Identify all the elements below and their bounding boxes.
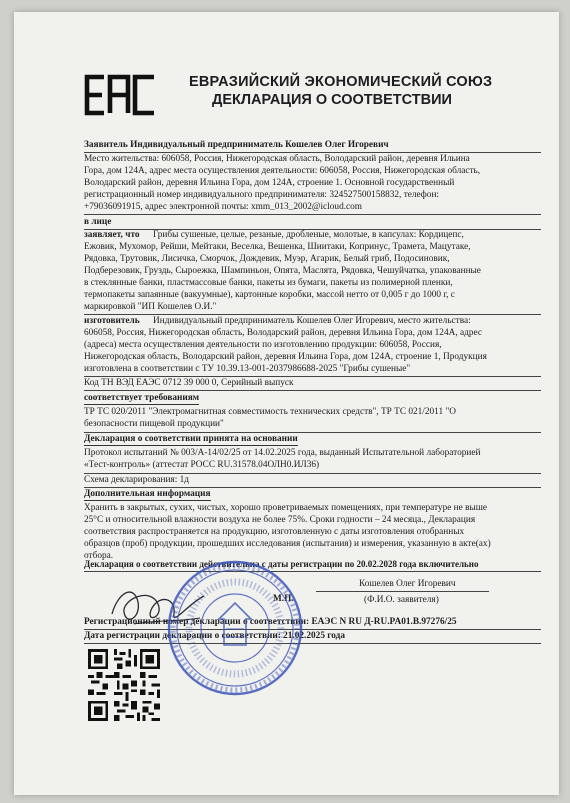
qr-code[interactable] [88,649,160,721]
additional-line-5: отбора. [84,551,114,561]
additional-line-2: 25°С и относительной влажности воздуха не более 75%. Сроки годности – 24 месяца., Декларация [84,515,476,525]
signatory-caption: (Ф.И.О. заявителя) [364,595,439,605]
manufacturer-line-5: изготовлена в соответствии с ТУ 10.39.13-001-2037986688-2025 "Грибы сушеные" [84,364,411,374]
applicant-address-3: Володарский район, деревня Ильина Гора, дом 124А, строение 1. Основной государственный [84,178,455,188]
additional-label: Дополнительная информация [84,489,211,499]
product-line-6: термопакеты запаянные (вакуумные), картонные коробки, массой нетто от 0,005 г до 1000 г, с [84,290,455,300]
basis-line-1: Протокол испытаний № 003/А-14/02/25 от 14.02.2025 года, выданный Испытательной лабораторией [84,448,481,458]
applicant-address-4: регистрационный номер индивидуального предпринимателя: 324527500158832, телефон: [84,190,440,200]
requirements-line-1: ТР ТС 020/2011 "Электромагнитная совместимость технических средств", ТР ТС 021/2011 "О [84,407,456,417]
manufacturer-label: изготовитель [84,316,140,326]
declaration-document [14,12,559,795]
product-line-2: Ежовик, Мухомор, Рейши, Мейтаки, Веселка, Вешенка, Шиитаки, Копринус, Траметa, Мацутаке, [84,242,471,252]
registration-date: Дата регистрации декларации о соответствии: 21.02.2025 года [84,631,346,641]
product-line-4: Подберезовик, Груздь, Сыроежка, Шампиньон, Опята, Маслята, Рядовка, Чешуйчатка, упакованные [84,266,481,276]
product-line-7: маркировкой "ИП Кошелев О.И." [84,302,217,312]
stamp-place-mark: М.П. [273,594,294,604]
applicant-address-5: +79036091915, адрес электронной почты: xmm_013_2002@icloud.com [84,202,363,212]
additional-line-4: образцов (проб) продукции, прошедших исследования (испытания) и измерения, указанную в акте(ах) [84,539,491,549]
requirements-label: соответствует требованиям [84,393,200,403]
declaration-title: ДЕКЛАРАЦИЯ О СООТВЕТСТВИИ [212,92,452,108]
union-title: ЕВРАЗИЙСКИЙ ЭКОНОМИЧЕСКИЙ СОЮЗ [189,74,493,90]
declares-label: заявляет, что [84,230,140,240]
applicant-address-1: Место жительства: 606058, Россия, Нижегородская область, Володарский район, деревня Ильина [84,154,470,164]
applicant-line: Заявитель Индивидуальный предприниматель Кошелев Олег Игоревич [84,140,389,150]
applicant-address-2: Гора, дом 124А, адрес места осуществления деятельности: 606058, Россия, Нижегородская область, [84,166,481,176]
eac-logo [84,74,160,116]
product-line-5: в стеклянные банки, пластмассовые банки, пакеты из бумаги, пакеты из полимерной пленки, [84,278,453,288]
requirements-line-2: безопасности пищевой продукции" [84,419,224,429]
product-line-1: Грибы сушеные, целые, резаные, дробленые, молотые, в капсулах: Кордицепс, [153,230,464,240]
manufacturer-line-1: Индивидуальный предприниматель Кошелев Олег Игоревич, место жительства: [153,316,471,326]
round-stamp [164,557,306,699]
manufacturer-line-3: (адреса) места осуществления деятельности по изготовлению продукции: 606058, Россия, [84,340,442,350]
validity-line: Декларация о соответствии действительна с даты регистрации по 20.02.2028 года включительно [84,559,479,569]
manufacturer-line-2: 606058, Россия, Нижегородская область, Володарский район, деревня Ильина Гора, дом 124А, адрес [84,328,482,338]
product-line-3: Рядовка, Трутовик, Лисичка, Сморчок, Дождевик, Муэр, Агарик, Белый гриб, Подосиновик, [84,254,450,264]
registration-number: Регистрационный номер декларации о соответствии: ЕАЭС N RU Д-RU.PA01.B.97276/25 [84,617,457,627]
tn-ved-code: Код ТН ВЭД ЕАЭС 0712 39 000 0, Серийный выпуск [84,378,294,388]
additional-line-3: соответствия распространяется на продукцию, изготовленную с даты изготовления отобранных [84,527,465,537]
in-person-label: в лице [84,217,112,227]
signatory-name: Кошелев Олег Игоревич [359,579,456,589]
additional-line-1: Хранить в закрытых, сухих, чистых, хорошо проветриваемых помещениях, при температуре не выше [84,503,488,513]
manufacturer-line-4: Нижегородская область, Володарский район, деревня Ильина Гора, дом 124А, строение 1, Продукция [84,352,487,362]
scheme-line: Схема декларирования: 1д [84,475,189,485]
basis-label: Декларация о соответствии принята на основании [84,434,298,444]
basis-line-2: «Тест-контроль» (аттестат РОСС RU.31578.04ОЛН0.ИЛ36) [84,460,320,470]
